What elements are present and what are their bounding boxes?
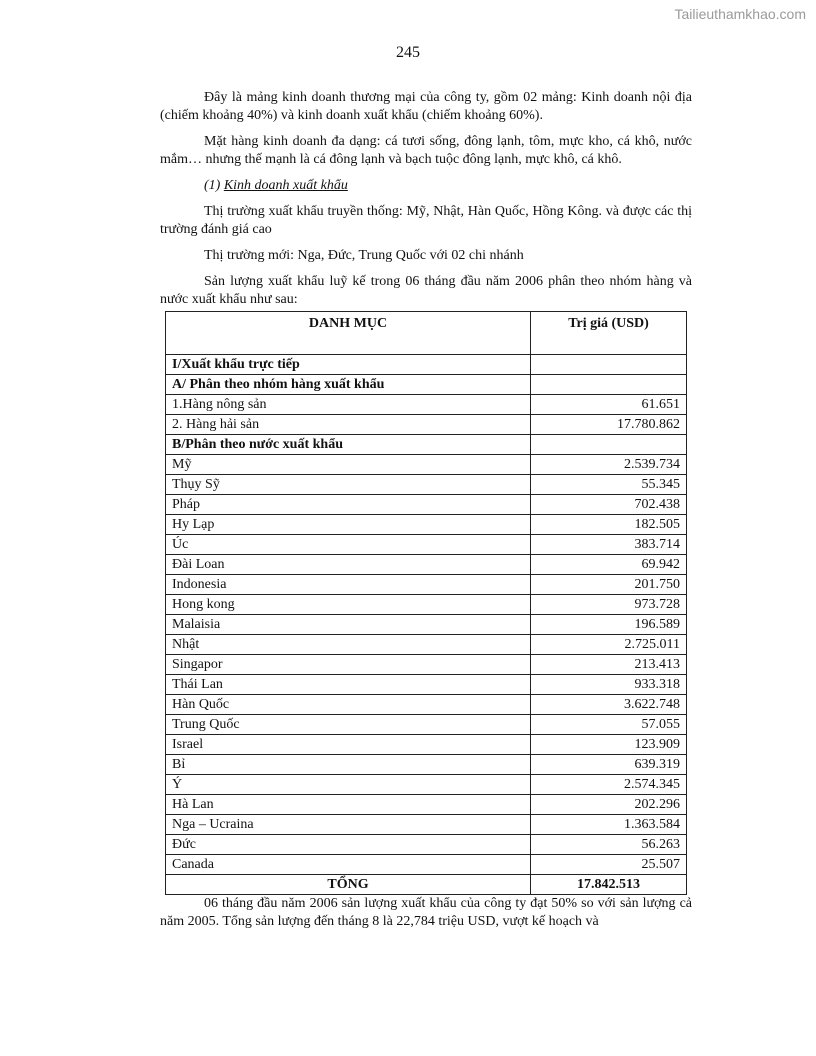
paragraph: Thị trường mới: Nga, Đức, Trung Quốc với 02 chi nhánh [204,248,524,263]
table-row [166,395,687,415]
header-category: DANH MỤC [166,312,531,355]
row-label: Mỹ [166,455,531,475]
paragraph: Sản lượng xuất khẩu luỹ kế trong 06 tháng đầu năm 2006 phân theo nhóm hàng và nước xuất khẩu như sau: [160,274,692,307]
table-body [166,355,687,895]
row-value [531,435,687,455]
row-value: 196.589 [531,615,687,635]
row-value: 933.318 [531,675,687,695]
page-number: 245 [396,44,420,61]
row-label: Đức [166,835,531,855]
total-value: 17.842.513 [531,875,687,895]
row-value: 56.263 [531,835,687,855]
row-value: 123.909 [531,735,687,755]
watermark: Tailieuthamkhao.com [674,6,806,22]
table-row [166,715,687,735]
row-label: Hàn Quốc [166,695,531,715]
row-label: Pháp [166,495,531,515]
paragraph: 06 tháng đầu năm 2006 sản lượng xuất khẩu của công ty đạt 50% so với sản lượng cả năm 2005. Tổng sản lượng đến tháng 8 là 22,784 triệu USD, vượt kế hoạch và [160,896,692,929]
table-row [166,695,687,715]
export-table [165,311,687,895]
paragraph: Thị trường xuất khẩu truyền thống: Mỹ, Nhật, Hàn Quốc, Hồng Kông. và được các thị trường đánh giá cao [160,204,692,237]
paragraph: Mặt hàng kinh doanh đa dạng: cá tươi sống, đông lạnh, tôm, mực kho, cá khô, nước mắm… nhưng thế mạnh là cá đông lạnh và bạch tuộc đông lạnh, mực khô, cá khô. [160,134,692,167]
row-value: 25.507 [531,855,687,875]
row-value: 1.363.584 [531,815,687,835]
row-value: 61.651 [531,395,687,415]
row-label: Ý [166,775,531,795]
row-label: Singapor [166,655,531,675]
row-label: I/Xuất khẩu trực tiếp [166,355,531,375]
paragraph: Đây là mảng kinh doanh thương mại của công ty, gồm 02 mảng: Kinh doanh nội địa (chiếm khoảng 40%) và kinh doanh xuất khẩu (chiếm khoảng 60%). [160,90,692,123]
row-value: 639.319 [531,755,687,775]
row-value [531,375,687,395]
table-row [166,455,687,475]
table-row [166,595,687,615]
table-row [166,355,687,375]
document-body [160,89,692,939]
row-label: Trung Quốc [166,715,531,735]
row-label: Nhật [166,635,531,655]
row-label: 2. Hàng hải sản [166,415,531,435]
table-row [166,835,687,855]
table-row [166,575,687,595]
row-value: 3.622.748 [531,695,687,715]
row-label: Hy Lạp [166,515,531,535]
table-row [166,375,687,395]
table-row [166,795,687,815]
section-title: Kinh doanh xuất khẩu [223,178,348,193]
total-label: TỔNG [166,875,531,895]
row-value: 69.942 [531,555,687,575]
row-value: 182.505 [531,515,687,535]
table-row [166,515,687,535]
table-row [166,655,687,675]
row-value: 2.574.345 [531,775,687,795]
table-total-row [166,875,687,895]
row-label: Indonesia [166,575,531,595]
table-row [166,495,687,515]
row-label: B/Phân theo nước xuất khẩu [166,435,531,455]
table-row [166,615,687,635]
header-value: Trị giá (USD) [531,312,687,355]
table-row [166,435,687,455]
row-label: Thái Lan [166,675,531,695]
row-value: 383.714 [531,535,687,555]
row-label: Bỉ [166,755,531,775]
table-row [166,675,687,695]
table-header-row [166,312,687,355]
row-label: Hong kong [166,595,531,615]
row-label: Malaisia [166,615,531,635]
row-value: 202.296 [531,795,687,815]
table-row [166,475,687,495]
table-row [166,635,687,655]
section-heading [160,177,692,195]
row-label: Úc [166,535,531,555]
row-value: 55.345 [531,475,687,495]
row-label: Canada [166,855,531,875]
row-value: 2.725.011 [531,635,687,655]
row-value: 702.438 [531,495,687,515]
row-value [531,355,687,375]
row-label: Nga – Ucraina [166,815,531,835]
row-label: 1.Hàng nông sản [166,395,531,415]
table-row [166,555,687,575]
table-row [166,815,687,835]
table-row [166,775,687,795]
table-row [166,755,687,775]
row-value: 213.413 [531,655,687,675]
row-value: 2.539.734 [531,455,687,475]
section-number: (1) [204,178,221,193]
table-row [166,855,687,875]
row-value: 201.750 [531,575,687,595]
table-row [166,415,687,435]
row-value: 973.728 [531,595,687,615]
table-row [166,535,687,555]
row-value: 57.055 [531,715,687,735]
table-row [166,735,687,755]
row-label: Thụy Sỹ [166,475,531,495]
row-label: Hà Lan [166,795,531,815]
row-label: A/ Phân theo nhóm hàng xuất khẩu [166,375,531,395]
row-label: Đài Loan [166,555,531,575]
row-label: Israel [166,735,531,755]
row-value: 17.780.862 [531,415,687,435]
